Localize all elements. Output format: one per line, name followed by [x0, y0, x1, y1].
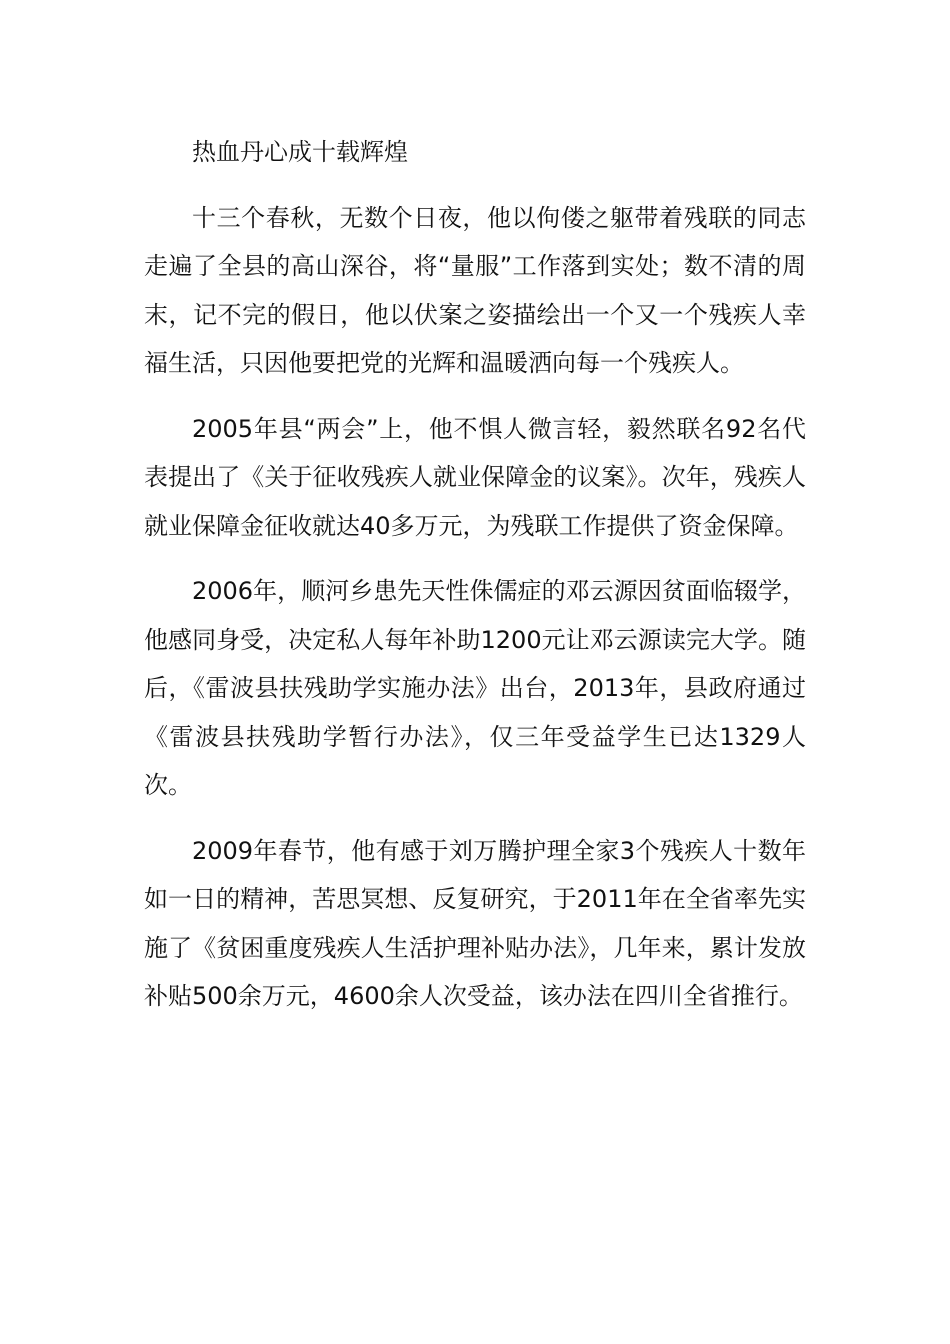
paragraph-4: 2009年春节，他有感于刘万腾护理全家3个残疾人十数年如一日的精神，苦思冥想、反复研究，于2011年在全省率先实施了《贫困重度残疾人生活护理补贴办法》，几年来，累计发放补贴500余万元，4600余人次受益，该办法在四川全省推行。 [144, 836, 806, 1010]
paragraph-2: 2005年县“两会”上，他不惧人微言轻，毅然联名92名代表提出了《关于征收残疾人就业保障金的议案》。次年，残疾人就业保障金征收就达40多万元，为残联工作提供了资金保障。 [144, 414, 806, 540]
document-body [144, 128, 806, 1038]
paragraph-1: 十三个春秋，无数个日夜，他以佝偻之躯带着残联的同志走遍了全县的高山深谷，将“量服”工作落到实处；数不清的周末，记不完的假日，他以伏案之姿描绘出一个又一个残疾人幸福生活，只因他要把党的光辉和温暖洒向每一个残疾人。 [144, 203, 806, 377]
paragraph-3: 2006年，顺河乡患先天性侏儒症的邓云源因贫面临辍学，他感同身受，决定私人每年补助1200元让邓云源读完大学。随后，《雷波县扶残助学实施办法》出台，2013年，县政府通过《雷波县扶残助学暂行办法》，仅三年受益学生已达1329人次。 [144, 577, 806, 799]
section-heading: 热血丹心成十载辉煌 [192, 138, 408, 166]
